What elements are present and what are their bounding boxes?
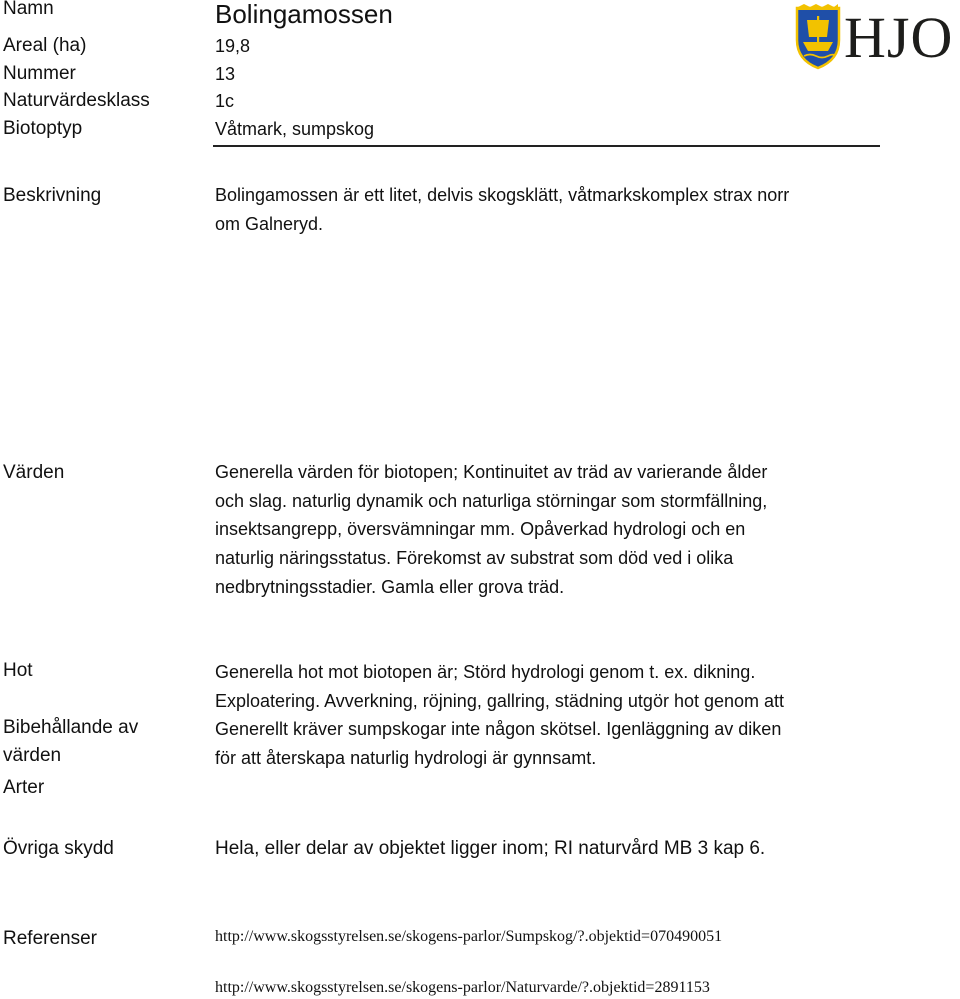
beskrivning-label: Beskrivning <box>3 185 102 206</box>
ovriga-skydd-label: Övriga skydd <box>3 838 114 859</box>
reference-link[interactable]: http://www.skogsstyrelsen.se/skogens-parlor/Naturvarde/?.objektid=2891153 <box>215 979 710 996</box>
hot-line: för att återskapa naturlig hydrologi är gynnsamt. <box>215 748 597 769</box>
varden-label: Värden <box>3 462 65 483</box>
naturvardesklass-label: Naturvärdesklass <box>3 90 150 111</box>
logo-text: HJO <box>844 5 954 70</box>
nummer-label: Nummer <box>3 63 76 84</box>
arter-label: Arter <box>3 777 45 798</box>
areal-value: 19,8 <box>215 36 251 56</box>
beskrivning-line: om Galneryd. <box>215 213 324 234</box>
hot-line: Exploatering. Avverkning, röjning, gallring, städning utgör hot genom att <box>215 690 785 711</box>
hot-line: Generella hot mot biotopen är; Störd hydrologi genom t. ex. dikning. <box>215 662 756 682</box>
hot-line: Generellt kräver sumpskogar inte någon skötsel. Igenläggning av diken <box>215 719 782 740</box>
hot-text <box>215 658 875 773</box>
bibehallande-label-line2: värden <box>3 745 62 766</box>
biotoptyp-value: Våtmark, sumpskog <box>215 119 375 139</box>
areal-label: Areal (ha) <box>3 35 87 56</box>
hjo-coat-of-arms-icon <box>794 4 842 70</box>
varden-text <box>215 458 875 602</box>
header-divider <box>213 145 880 147</box>
nummer-value: 13 <box>215 64 236 84</box>
reference-link[interactable]: http://www.skogsstyrelsen.se/skogens-parlor/Sumpskog/?.objektid=070490051 <box>215 928 723 945</box>
bibehallande-label: Bibehållande av <box>3 717 139 738</box>
namn-value: Bolingamossen <box>215 0 393 29</box>
varden-line: och slag. naturlig dynamik och naturliga störningar som stormfällning, <box>215 490 768 511</box>
naturvardesklass-value: 1c <box>215 91 235 111</box>
beskrivning-text <box>215 181 875 238</box>
varden-line: nedbrytningsstadier. Gamla eller grova träd. <box>215 576 565 597</box>
varden-line: naturlig näringsstatus. Förekomst av substrat som död ved i olika <box>215 548 734 569</box>
hjo-logo <box>794 4 960 70</box>
varden-line: insektsangrepp, översvämningar mm. Opåverkad hydrologi och en <box>215 519 746 540</box>
namn-label: Namn <box>3 0 54 19</box>
ovriga-skydd-text: Hela, eller delar av objektet ligger inom; RI naturvård MB 3 kap 6. <box>215 838 766 859</box>
varden-line: Generella värden för biotopen; Kontinuitet av träd av varierande ålder <box>215 462 768 482</box>
biotoptyp-label: Biotoptyp <box>3 118 83 139</box>
referenser-label: Referenser <box>3 928 97 949</box>
hot-label: Hot <box>3 660 33 681</box>
beskrivning-line: Bolingamossen är ett litet, delvis skogsklätt, våtmarkskomplex strax norr <box>215 185 790 205</box>
